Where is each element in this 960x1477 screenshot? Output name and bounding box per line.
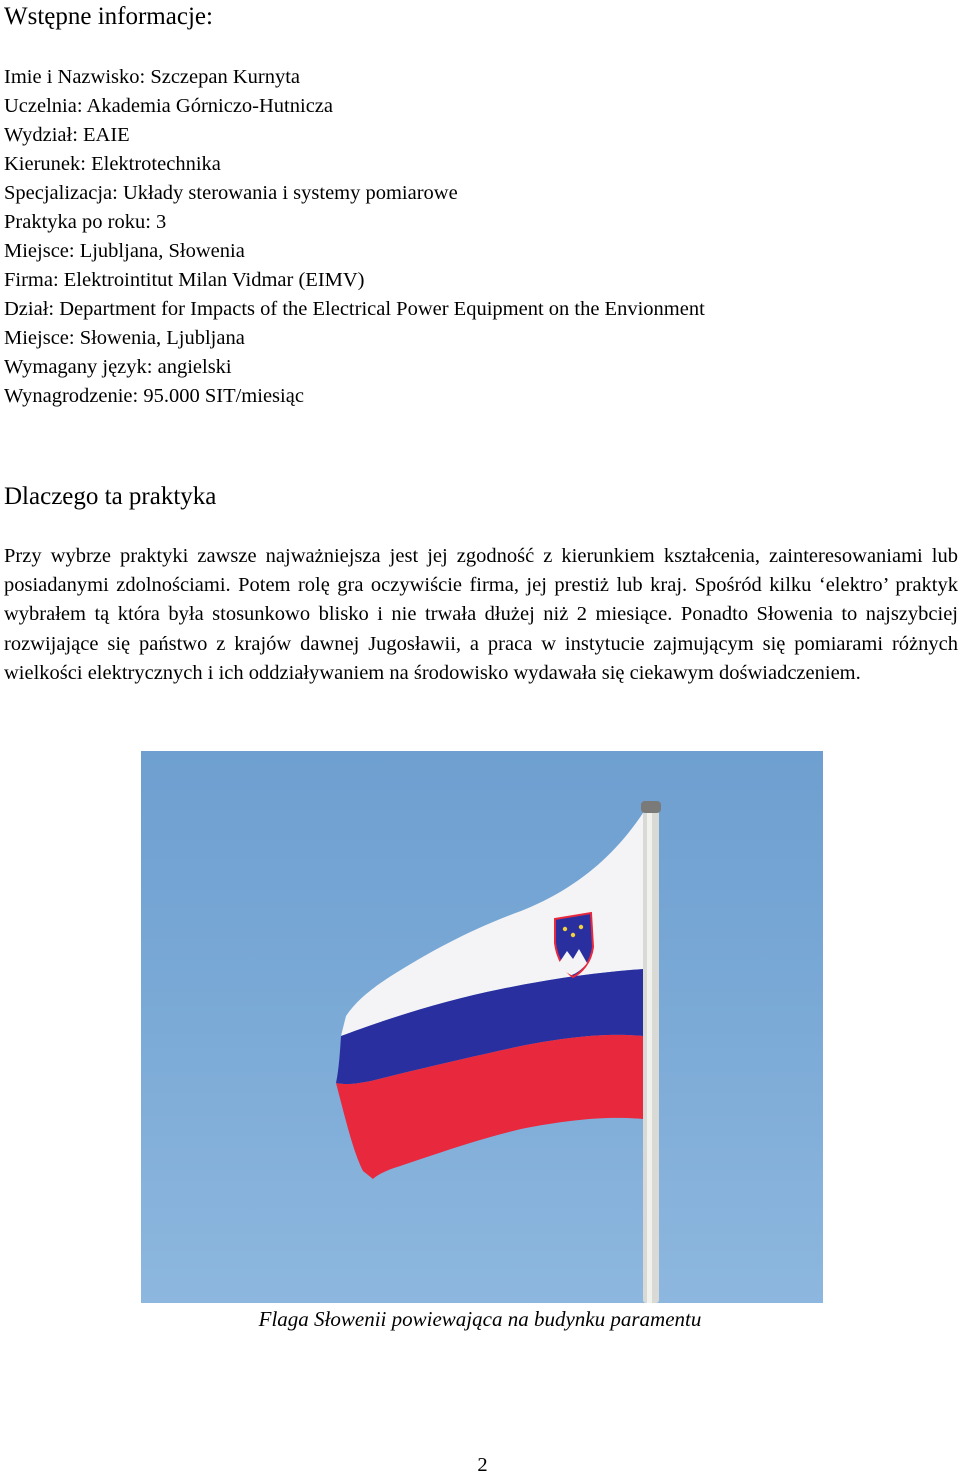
- info-line-faculty: Wydział: EAIE: [4, 124, 130, 146]
- info-line-department: Dział: Department for Impacts of the Electrical Power Equipment on the Envionment: [4, 298, 705, 320]
- info-line-specialization: Specjalizacja: Układy sterowania i systemy pomiarowe: [4, 182, 458, 204]
- heading-initial-info: Wstępne informacje:: [4, 3, 213, 30]
- info-line-place: Miejsce: Słowenia, Ljubljana: [4, 327, 245, 349]
- info-line-location: Miejsce: Ljubljana, Słowenia: [4, 240, 245, 262]
- section-title: Dlaczego ta praktyka: [4, 483, 217, 510]
- info-line-name: Imie i Nazwisko: Szczepan Kurnyta: [4, 66, 301, 88]
- pole-top: [641, 801, 661, 813]
- flag-illustration: [141, 751, 823, 1303]
- info-list: [4, 63, 944, 411]
- figure-caption: Flaga Słowenii powiewająca na budynku paramentu: [258, 1307, 702, 1331]
- info-line-university: Uczelnia: Akademia Górniczo-Hutnicza: [4, 95, 333, 117]
- slovenian-flag-photo: [141, 751, 823, 1303]
- info-line-company: Firma: Elektrointitut Milan Vidmar (EIMV): [4, 269, 365, 291]
- section-paragraph: Przy wybrze praktyki zawsze najważniejsza jest jej zgodność z kierunkiem kształcenia, zainteresowaniami lub posiadanymi zdolnościami. Potem rolę gra oczywiście firma, jej prestiż lub kraj. Spośród kilku ‘elektro’ praktyk wybrałem tą która była stosunkowo blisko i nie trwała dłużej niż 2 miesiące. Ponadto Słowenia to najszybciej rozwijające się państwo z krajów dawnej Jugosławii, a praca w instytucie zajmującym się pomiarami różnych wielkości elektrycznych i ich oddziaływaniem na środowisko wydawała się ciekawym doświadczeniem.: [4, 545, 958, 684]
- page-number: 2: [477, 1454, 488, 1476]
- info-line-field: Kierunek: Elektrotechnika: [4, 153, 221, 175]
- info-line-salary: Wynagrodzenie: 95.000 SIT/miesiąc: [4, 385, 304, 407]
- info-line-year: Praktyka po roku: 3: [4, 211, 167, 233]
- info-line-language: Wymagany język: angielski: [4, 356, 232, 378]
